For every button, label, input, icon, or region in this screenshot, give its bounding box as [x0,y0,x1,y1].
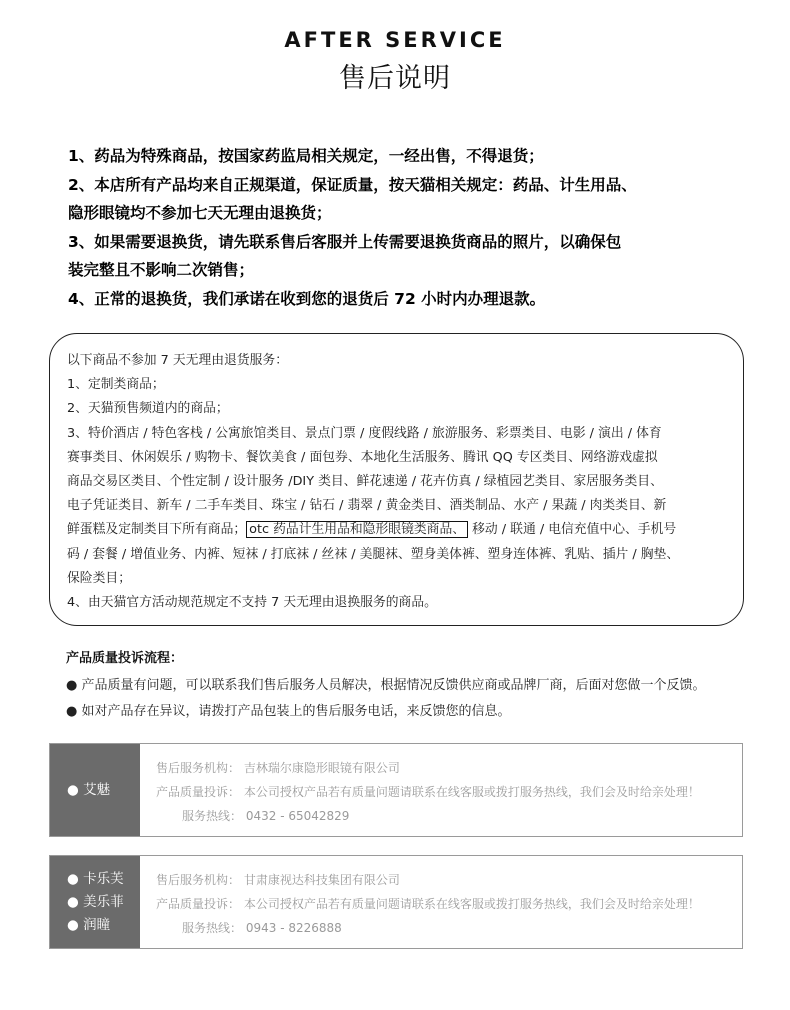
exclusion-item: 4、由天猫官方活动规范规定不支持 7 天无理由退换服务的商品。 [67,595,437,611]
exclusion-item [67,518,725,542]
service-info [140,744,700,836]
page-title-cn: 售后说明 [339,63,451,94]
rule-line: 4、正常的退换货，我们承诺在收到您的退货后 72 小时内办理退款。 [68,289,546,308]
exclusion-box [49,333,744,626]
service-complaint [156,892,700,916]
brand-name: ● 美乐菲 [67,893,124,910]
brand-panel [50,744,140,836]
exclusion-item: 保险类目； [67,570,131,586]
exclusion-item: 3、特价酒店 / 特色客栈 / 公寓旅馆类目、景点门票 / 度假线路 / 旅游服务、彩票类目、电影 / 演出 / 体育 [67,425,662,441]
page-title-en: AFTER SERVICE [284,28,506,52]
exclusion-item: 商品交易区类目、个性定制 / 设计服务 /DIY 类目、鲜花速递 / 花卉仿真 / 绿植园艺类目、家居服务类目、 [67,474,663,490]
service-org [156,756,700,780]
rule-line: 3、如果需要退换货，请先联系售后客服并上传需要退换货商品的照片，以确保包 [68,232,622,251]
brand-name: ● 艾魅 [67,781,111,798]
org-value: 甘肃康视达科技集团有限公司 [243,873,400,887]
org-value: 吉林瑞尔康隐形眼镜有限公司 [243,761,400,775]
complaint-process [66,649,766,725]
service-complaint [156,780,700,804]
brand-panel [50,856,140,948]
hotline-value: 0943 - 8226888 [245,921,342,935]
complaint-heading: 产品质量投诉流程： [66,651,184,666]
exclusion-item: 码 / 套餐 / 增值业务、内裤、短袜 / 打底袜 / 丝袜 / 美腿袜、塑身美体裤、塑身连体裤、乳贴、插片 / 胸垫、 [67,546,680,562]
service-hotline [156,916,700,940]
complaint-value: 本公司授权产品若有质量问题请联系在线客服或拨打服务热线，我们会及时给亲处理！ [243,897,700,911]
service-card-kalefu [49,855,743,949]
rule-line: 1、药品为特殊商品，按国家药监局相关规定，一经出售，不得退货； [68,147,544,165]
complaint-label: 产品质量投诉： [156,785,241,799]
exclusion-intro: 以下商品不参加 7 天无理由退货服务： [67,353,289,368]
exclusion-item: 电子凭证类目、新车 / 二手车类目、珠宝 / 钻石 / 翡翠 / 黄金类目、酒类制品、水产 / 果蔬 / 肉类类目、新 [67,498,667,514]
service-hotline [156,804,700,828]
service-info [140,856,700,948]
exclusion-item: 赛事类目、休闲娱乐 / 购物卡、餐饮美食 / 面包券、本地化生活服务、腾讯 QQ 专区类目、网络游戏虚拟 [67,449,658,465]
hotline-label: 服务热线： [182,921,243,935]
service-org [156,868,700,892]
exclusion-text: 鲜蛋糕及定制类目下所有商品； [67,522,247,538]
complaint-point: ● 产品质量有问题，可以联系我们售后服务人员解决，根据情况反馈供应商或品牌厂商，后面对您做一个反馈。 [66,678,706,693]
rule-line: 2、本店所有产品均来自正规渠道，保证质量，按天猫相关规定：药品、计生用品、 [68,175,637,194]
exclusion-item: 1、定制类商品； [67,377,165,393]
return-rules [68,142,748,313]
rule-line: 隐形眼镜均不参加七天无理由退换货； [68,204,332,222]
service-card-aimei [49,743,743,837]
org-label: 售后服务机构： [156,873,241,887]
highlighted-otc-text: otc 药品计生用品和隐形眼镜类商品、 [246,521,468,538]
complaint-value: 本公司授权产品若有质量问题请联系在线客服或拨打服务热线，我们会及时给亲处理！ [243,785,700,799]
complaint-point: ● 如对产品存在异议，请拨打产品包装上的售后服务电话，来反馈您的信息。 [66,704,511,719]
brand-name: ● 润瞳 [67,916,111,933]
org-label: 售后服务机构： [156,761,241,775]
hotline-value: 0432 - 65042829 [245,809,350,823]
exclusion-item: 2、天猫预售频道内的商品； [67,401,229,417]
hotline-label: 服务热线： [182,809,243,823]
complaint-label: 产品质量投诉： [156,897,241,911]
rule-line: 装完整且不影响二次销售； [68,261,255,279]
brand-name: ● 卡乐芙 [67,870,124,887]
exclusion-text: 移动 / 联通 / 电信充值中心、手机号 [468,522,677,538]
